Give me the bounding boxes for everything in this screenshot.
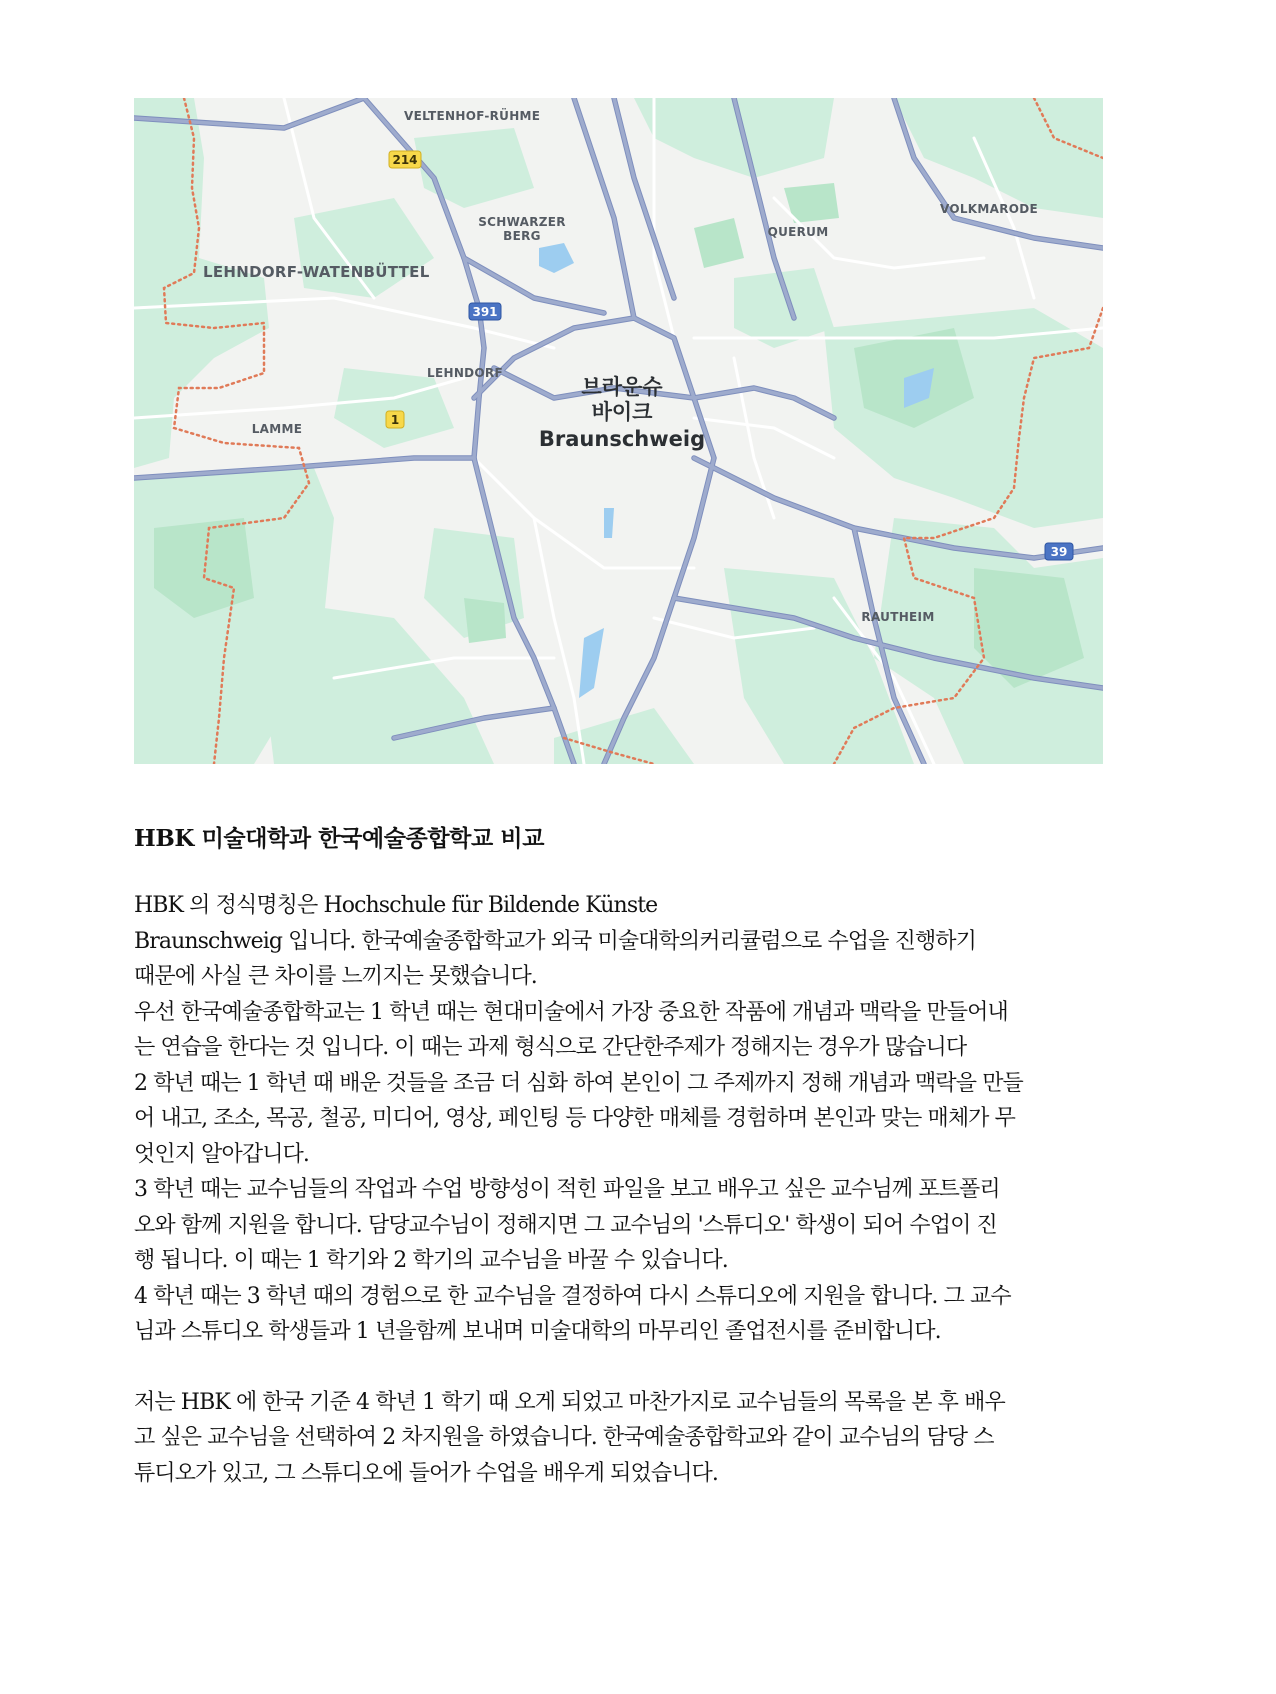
text-line: Braunschweig 입니다. 한국예술종합학교가 외국 미술대학의커리큘럼으로 수업을 진행하기: [134, 928, 977, 954]
text-line: HBK 의 정식명칭은 Hochschule für Bildende Künste: [134, 893, 658, 918]
route-214-shield: [389, 151, 421, 168]
map-label-lehndorf: LEHNDORF: [427, 366, 503, 380]
route-1-shield: [386, 411, 404, 428]
text-line: 저는 HBK 에 한국 기준 4 학년 1 학기 때 오게 되었고 마찬가지로 교수님들의 목록을 본 후 배우: [134, 1389, 1005, 1415]
map-label-schwarzer: SCHWARZER: [478, 215, 566, 229]
text-line: 2 학년 때는 1 학년 때 배운 것들을 조금 더 심화 하여 본인이 그 주제까지 정해 개념과 맥락을 만들: [134, 1070, 1023, 1096]
svg-text:391: 391: [472, 305, 498, 319]
text-line: 는 연습을 한다는 것 입니다. 이 때는 과제 형식으로 간단한주제가 정해지는 경우가 많습니다: [134, 1035, 967, 1060]
text-line: 오와 함께 지원을 합니다. 담당교수님이 정해지면 그 교수님의 '스튜디오' 학생이 되어 수업이 진: [134, 1212, 997, 1238]
article-title: HBK 미술대학과 한국예술종합학교 비교: [134, 825, 545, 852]
map-label-berg: BERG: [503, 229, 541, 243]
map-label-lehndorf-watenbuettel: LEHNDORF-WATENBÜTTEL: [203, 263, 430, 281]
map-label-lamme: LAMME: [251, 422, 303, 436]
paragraph-spacer: [134, 1350, 1114, 1385]
map-canvas: [134, 98, 1103, 764]
text-line: 우선 한국예술종합학교는 1 학년 때는 현대미술에서 가장 중요한 작품에 개념과 맥락을 만들어내: [134, 999, 1008, 1025]
map-label-volkmarode: VOLKMARODE: [939, 202, 1039, 216]
svg-text:39: 39: [1050, 545, 1068, 559]
map-image[interactable]: [134, 98, 1103, 764]
map-label-city-kr-1: 브라운슈: [581, 375, 663, 399]
text-line: 고 싶은 교수님을 선택하여 2 차지원을 하였습니다. 한국예술종합학교와 같이 교수님의 담당 스: [134, 1425, 994, 1450]
text-line: 행 됩니다. 이 때는 1 학기와 2 학기의 교수님을 바꿀 수 있습니다.: [134, 1248, 728, 1273]
svg-text:1: 1: [390, 413, 400, 427]
text-line: 님과 스튜디오 학생들과 1 년을함께 보내며 미술대학의 마무리인 졸업전시를 준비합니다.: [134, 1319, 941, 1344]
paragraph-1: [134, 888, 1114, 1350]
map-label-city-en: Braunschweig: [538, 427, 706, 451]
svg-text:214: 214: [392, 153, 418, 167]
text-line: 어 내고, 조소, 목공, 철공, 미디어, 영상, 페인팅 등 다양한 매체를 경험하며 본인과 맞는 매체가 무: [134, 1106, 1015, 1131]
route-391-shield: [469, 303, 501, 320]
map-label-rautheim: RAUTHEIM: [861, 610, 935, 624]
text-line: 엇인지 알아갑니다.: [134, 1141, 310, 1167]
paragraph-2: [134, 1385, 1114, 1492]
text-line: 4 학년 때는 3 학년 때의 경험으로 한 교수님을 결정하여 다시 스튜디오에 지원을 합니다. 그 교수: [134, 1283, 1011, 1309]
text-line: 3 학년 때는 교수님들의 작업과 수업 방향성이 적힌 파일을 보고 배우고 싶은 교수님께 포트폴리: [134, 1177, 1000, 1202]
map-label-city-kr-2: 바이크: [591, 400, 653, 424]
map-label-querum: QUERUM: [767, 225, 829, 239]
map-label-veltenhof: VELTENHOF-RÜHME: [404, 109, 541, 123]
route-39-shield: [1045, 543, 1073, 560]
text-line: 튜디오가 있고, 그 스튜디오에 들어가 수업을 배우게 되었습니다.: [134, 1460, 718, 1486]
text-line: 때문에 사실 큰 차이를 느끼지는 못했습니다.: [134, 964, 537, 989]
article: [134, 824, 1114, 1491]
